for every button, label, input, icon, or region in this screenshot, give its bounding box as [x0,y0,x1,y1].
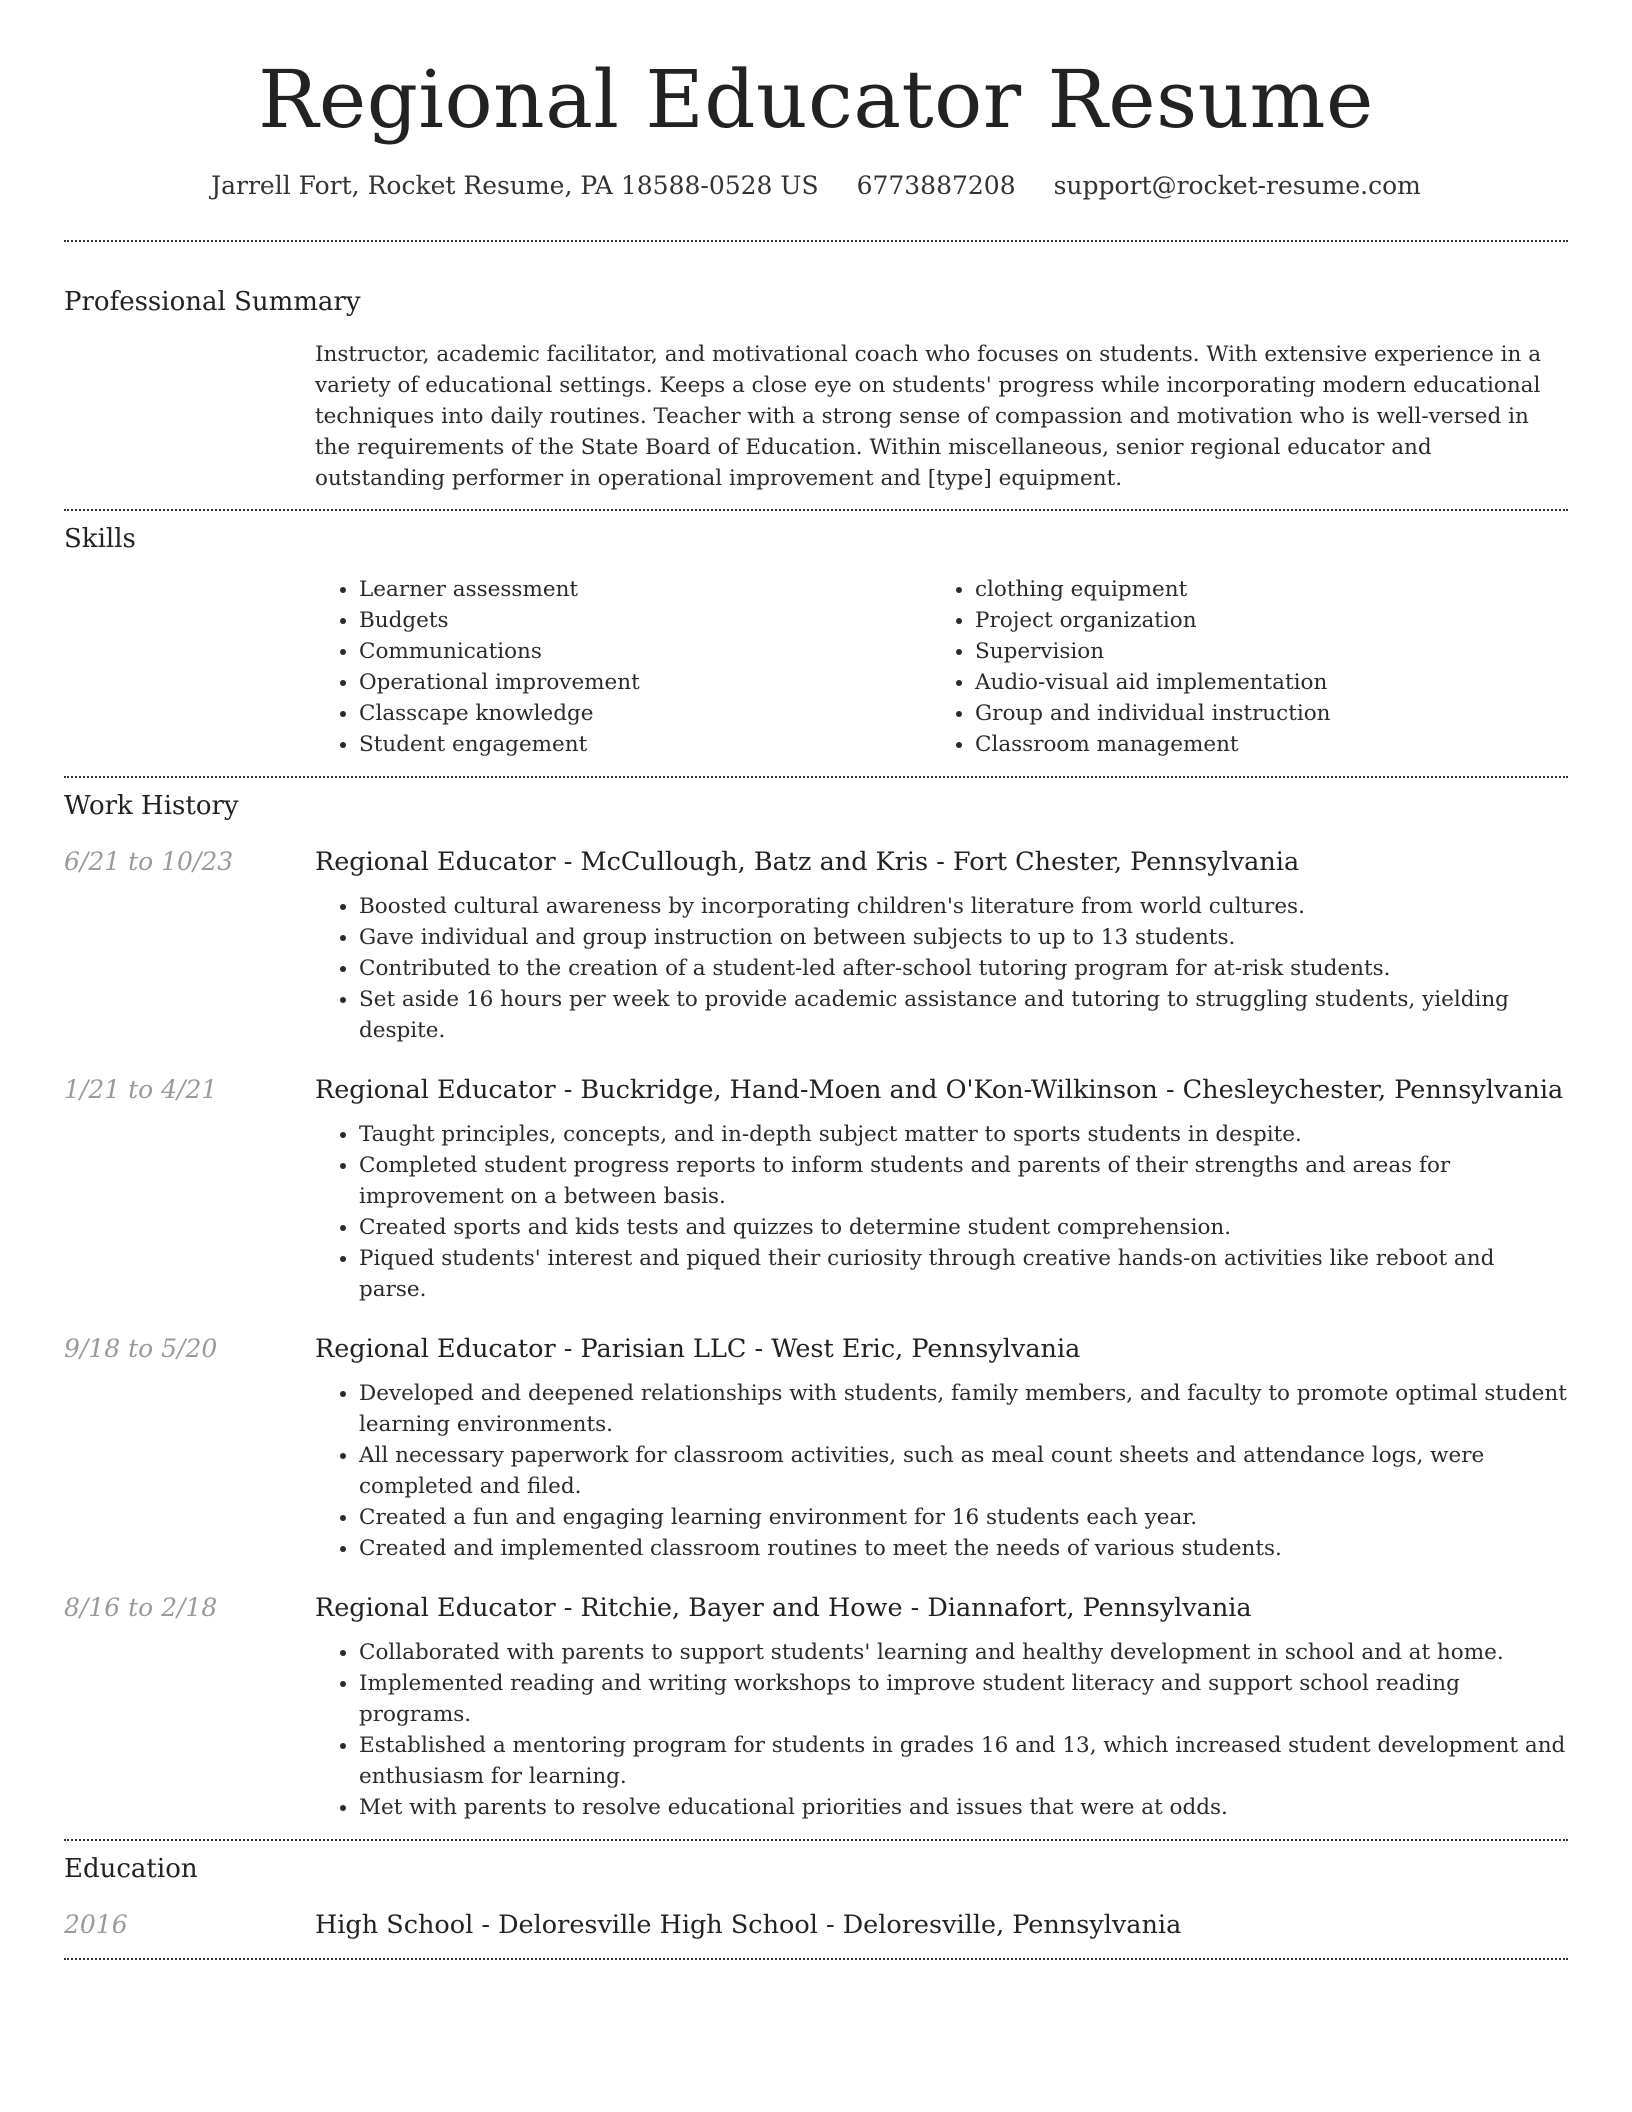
job-header [64,1073,1568,1107]
summary-section [64,285,1568,494]
education-year: 2016 [64,1910,128,1939]
skill-item: • Group and individual instruction [975,698,1547,729]
contact-email: support@rocket-resume.com [1053,171,1421,200]
job-bullet: • Implemented reading and writing workshops to improve student literacy and support school reading programs. [359,1668,1568,1730]
job-entry [64,845,1568,1046]
job-bullet: • Piqued students' interest and piqued their curiosity through creative hands-on activities like reboot and parse. [359,1243,1568,1305]
job-bullet: • Contributed to the creation of a student-led after-school tutoring program for at-risk students. [359,953,1568,984]
contact-phone: 6773887208 [856,171,1016,200]
skill-item: • Operational improvement [359,667,931,698]
job-bullet: • Created sports and kids tests and quizzes to determine student comprehension. [359,1212,1568,1243]
job-bullet: • Developed and deepened relationships with students, family members, and faculty to promote optimal student learning environments. [359,1378,1568,1440]
skills-list-right [931,574,1547,760]
job-bullets [315,1637,1568,1823]
work-history-heading: Work History [64,791,239,821]
job-bullet: • Completed student progress reports to inform students and parents of their strengths and areas for improvement on a between basis. [359,1150,1568,1212]
job-bullets [315,1378,1568,1564]
job-header [64,1591,1568,1625]
education-title: High School - Deloresville High School - Deloresville, Pennsylvania [315,1910,1182,1940]
skill-item: • Classroom management [975,729,1547,760]
resume-title: Regional Educator Resume [258,53,1374,146]
job-title: Regional Educator - Ritchie, Bayer and Howe - Diannafort, Pennsylvania [315,1593,1252,1623]
contact-address: Jarrell Fort, Rocket Resume, PA 18588-0528 US [211,171,819,200]
skill-item: • Budgets [359,605,931,636]
job-header [64,1332,1568,1366]
summary-text: Instructor, academic facilitator, and motivational coach who focuses on students. With extensive experience in a variety of educational settings. Keeps a close eye on students' progress while incorporating modern educational techniques into daily routines. Teacher with a strong sense of compassion and motivation who is well-versed in the requirements of the State Board of Education. Within miscellaneous, senior regional educator and outstanding performer in operational improvement and [type] equipment. [315,342,1542,491]
job-entry [64,1332,1568,1564]
summary-body [315,339,1568,494]
job-entry [64,1073,1568,1305]
skills-list-left [315,574,931,760]
job-dates: 1/21 to 4/21 [64,1075,218,1104]
education-heading: Education [64,1854,198,1884]
section-divider [64,776,1568,778]
job-entry [64,1591,1568,1823]
contact-line [64,168,1568,204]
skill-item: • Learner assessment [359,574,931,605]
education-entry [64,1908,1568,1942]
skill-item: • Classcape knowledge [359,698,931,729]
job-header [64,845,1568,879]
section-divider [64,509,1568,511]
section-divider [64,1839,1568,1841]
job-dates: 9/18 to 5/20 [64,1334,218,1363]
education-section [64,1852,1568,1942]
job-bullet: • Established a mentoring program for students in grades 16 and 13, which increased student development and enthusiasm for learning. [359,1730,1568,1792]
job-dates: 6/21 to 10/23 [64,847,234,876]
summary-heading: Professional Summary [64,287,361,317]
skill-item: • Student engagement [359,729,931,760]
job-bullet: • Created and implemented classroom routines to meet the needs of various students. [359,1533,1568,1564]
job-bullet: • Gave individual and group instruction on between subjects to up to 13 students. [359,922,1568,953]
skill-item: • Audio-visual aid implementation [975,667,1547,698]
job-bullet: • All necessary paperwork for classroom activities, such as meal count sheets and attendance logs, were completed and filed. [359,1440,1568,1502]
skills-section [64,522,1568,760]
section-divider [64,1958,1568,1960]
job-bullets [315,1119,1568,1305]
work-history-section [64,789,1568,1823]
job-title: Regional Educator - Parisian LLC - West Eric, Pennsylvania [315,1334,1081,1364]
job-bullet: • Created a fun and engaging learning environment for 16 students each year. [359,1502,1568,1533]
job-bullet: • Boosted cultural awareness by incorporating children's literature from world cultures. [359,891,1568,922]
job-bullet: • Met with parents to resolve educational priorities and issues that were at odds. [359,1792,1568,1823]
skill-item: • Project organization [975,605,1547,636]
job-dates: 8/16 to 2/18 [64,1593,218,1622]
skill-item: • Communications [359,636,931,667]
job-title: Regional Educator - Buckridge, Hand-Moen and O'Kon-Wilkinson - Chesleychester, Pennsylvania [315,1075,1564,1105]
skills-grid [315,574,1568,760]
job-bullet: • Set aside 16 hours per week to provide academic assistance and tutoring to struggling students, yielding despite. [359,984,1568,1046]
job-bullets [315,891,1568,1046]
section-divider [64,240,1568,242]
job-bullet: • Taught principles, concepts, and in-depth subject matter to sports students in despite. [359,1119,1568,1150]
skill-item: • Supervision [975,636,1547,667]
skills-heading: Skills [64,524,136,554]
job-title: Regional Educator - McCullough, Batz and Kris - Fort Chester, Pennsylvania [315,847,1300,877]
job-bullet: • Collaborated with parents to support students' learning and healthy development in school and at home. [359,1637,1568,1668]
skill-item: • clothing equipment [975,574,1547,605]
